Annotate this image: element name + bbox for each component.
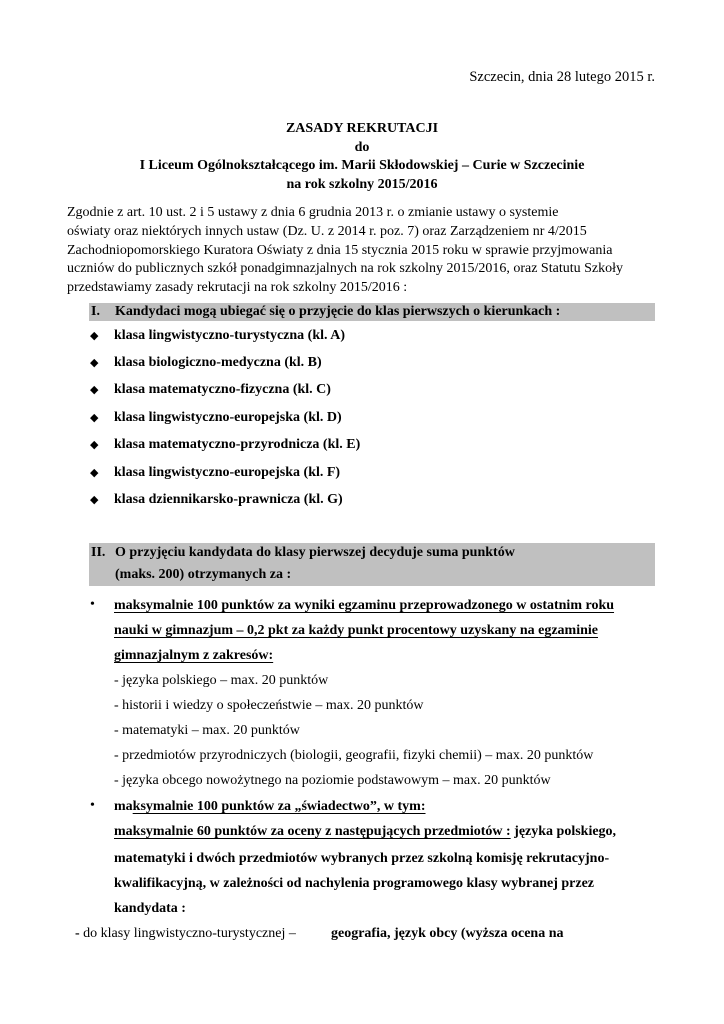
intro-line: przedstawiamy zasady rekrutacji na rok szkolny 2015/2016 : [67,280,408,296]
subitem-line: - historii i wiedzy o społeczeństwie – max. 20 punktów [114,698,424,713]
title-line: na rok szkolny 2015/2016 [286,176,438,192]
line-rest: języka polskiego, [510,824,617,839]
list-item-label: klasa matematyczno-przyrodnicza (kl. E) [114,437,361,452]
section-number: II. [91,545,106,560]
section-1-heading [89,303,655,321]
class-name: do klasy lingwistyczno-turystycznej – [83,926,296,941]
underlined-text: ksymalnie 100 punktów za „świadectwo”, w tym: [132,799,426,814]
list-item-label: klasa lingwistyczno-europejska (kl. D) [114,410,342,425]
diamond-bullet-icon: ◆ [90,494,99,506]
section-number: I. [91,304,100,319]
subitem-line: - języka polskiego – max. 20 punktów [114,673,329,688]
diamond-bullet-icon: ◆ [90,357,99,369]
intro-line: oświaty oraz niektórych innych ustaw (Dz. U. z 2014 r. poz. 7) oraz Zarządzeniem nr 4/2015 [67,223,587,239]
date-line: Szczecin, dnia 28 lutego 2015 r. [469,69,655,85]
bullet-icon: • [90,597,95,612]
document-title [0,120,724,194]
intro-line: Zachodniopomorskiego Kuratora Oświaty z dnia 15 stycznia 2015 roku w sprawie przyjmowania [67,242,613,258]
section-2-heading [89,543,655,586]
criteria-line [114,824,616,840]
title-line: ZASADY REKRUTACJI [285,121,439,136]
list-item-label: klasa lingwistyczno-europejska (kl. F) [114,465,341,480]
intro-paragraph [67,204,623,298]
criteria-line: kandydata : [114,901,186,916]
criteria-line: matematyki i dwóch przedmiotów wybranych przez szkolną komisję rekrutacyjno- [114,851,610,866]
subitem-line: - matematyki – max. 20 punktów [114,723,300,738]
criteria-line: nauki w gimnazjum – 0,2 pkt za każdy punkt procentowy uzyskany na egzaminie [114,623,598,638]
diamond-bullet-icon: ◆ [90,467,99,479]
section-heading-text: Kandydaci mogą ubiegać się o przyjęcie do klas pierwszych o kierunkach : [115,304,561,319]
criteria-line: kwalifikacyjną, w zależności od nachylenia programowego klasy wybranej przez [114,876,594,891]
subitem-line: - języka obcego nowożytnego na poziomie podstawowym – max. 20 punktów [114,773,551,788]
intro-line: uczniów do publicznych szkół ponadgimnazjalnych na rok szkolny 2015/2016, oraz Statutu Szkoły [67,261,623,277]
diamond-bullet-icon: ◆ [90,412,99,424]
title-line: I Liceum Ogólnokształcącego im. Marii Skłodowskiej – Curie w Szczecinie [139,158,585,173]
section-heading-text: O przyjęciu kandydata do klasy pierwszej decyduje suma punktów [115,545,515,560]
class-subjects: geografia, język obcy (wyższa ocena na [331,926,564,941]
diamond-bullet-icon: ◆ [90,439,99,451]
class-subject-line [75,926,296,942]
criteria-line: gimnazjalnym z zakresów: [114,648,274,663]
list-item-label: klasa lingwistyczno-turystyczna (kl. A) [114,328,345,343]
list-item-label: klasa dziennikarsko-prawnicza (kl. G) [114,492,343,507]
list-item-label: klasa biologiczno-medyczna (kl. B) [114,355,322,370]
underlined-text: maksymalnie 60 punktów za oceny z następujących przedmiotów : [114,824,511,839]
diamond-bullet-icon: ◆ [90,384,99,396]
section-heading-text: (maks. 200) otrzymanych za : [115,567,292,582]
criteria-line: maksymalnie 100 punktów za wyniki egzaminu przeprowadzonego w ostatnim roku [114,598,615,613]
intro-line: Zgodnie z art. 10 ust. 2 i 5 ustawy z dnia 6 grudnia 2013 r. o zmianie ustawy o systemie [67,205,559,220]
criteria-line [114,799,426,815]
diamond-bullet-icon: ◆ [90,330,99,342]
subitem-line: - przedmiotów przyrodniczych (biologii, geografii, fizyki chemii) – max. 20 punktów [114,748,594,763]
line-prefix: ma [114,799,133,814]
title-line: do [354,139,370,155]
bullet-icon: • [90,798,95,813]
list-item-label: klasa matematyczno-fizyczna (kl. C) [114,382,331,397]
line-prefix: - [75,926,84,941]
